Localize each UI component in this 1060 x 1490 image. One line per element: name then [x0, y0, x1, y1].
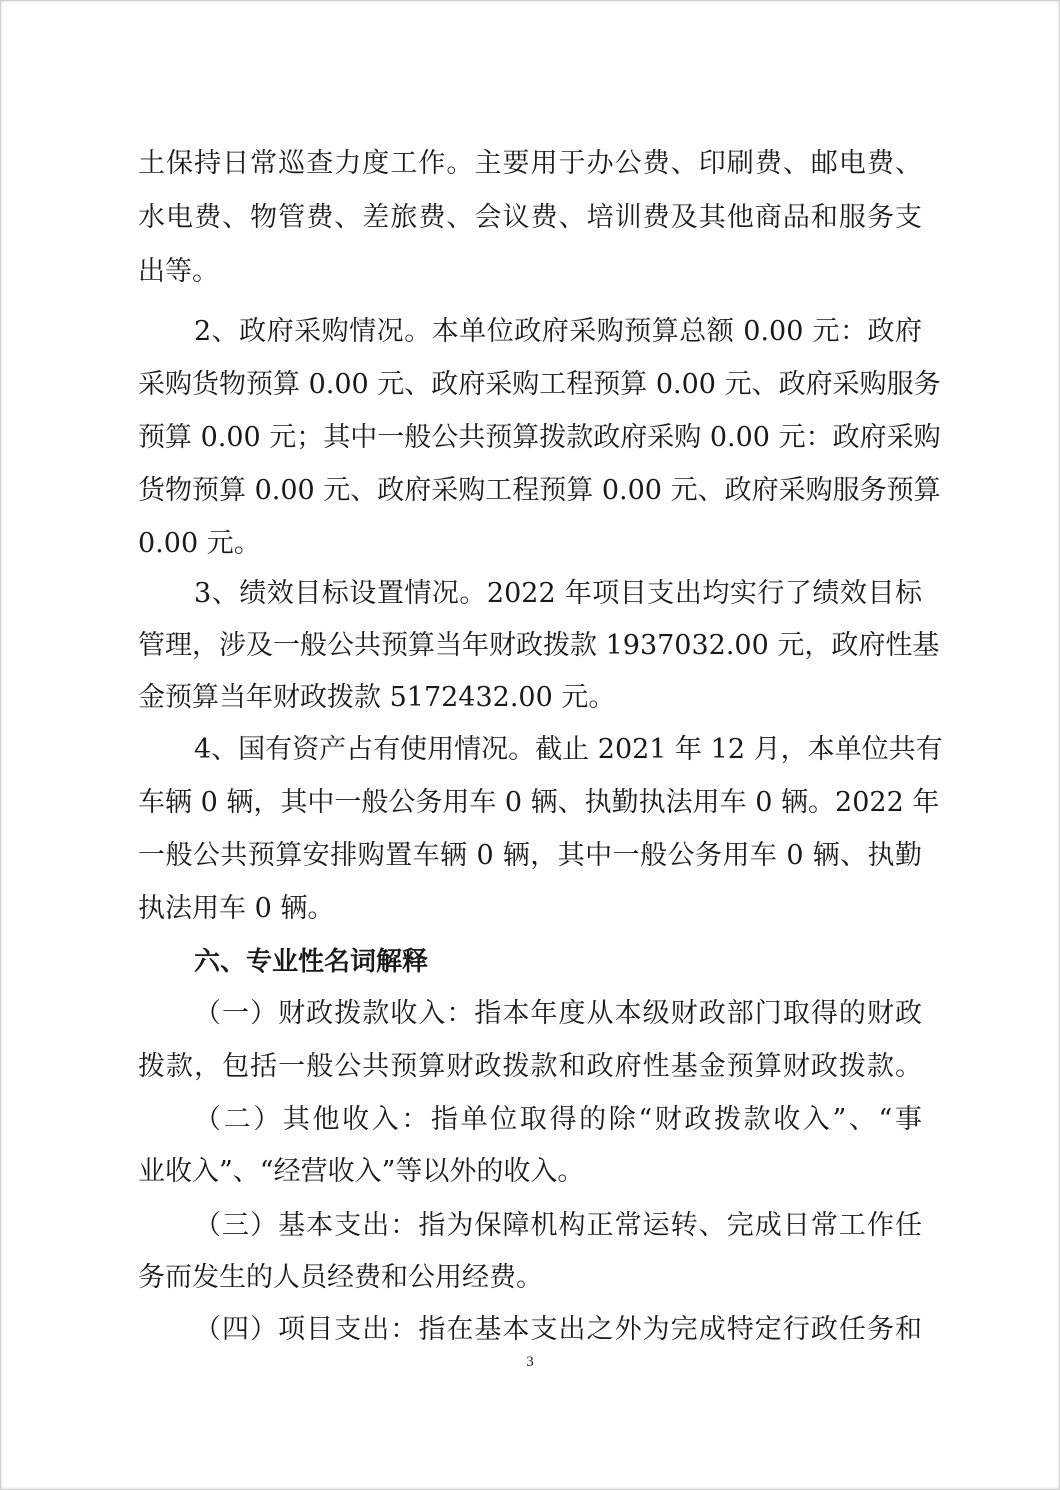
text-line: （四）项目支出：指在基本支出之外为完成特定行政任务和: [194, 1314, 922, 1345]
text-line: 业收入”、“经营收入”等以外的收入。: [138, 1156, 585, 1187]
text-line: 水电费、物管费、差旅费、会议费、培训费及其他商品和服务支: [138, 202, 922, 233]
text-line: （三）基本支出：指为保障机构正常运转、完成日常工作任: [194, 1210, 922, 1241]
text-line: 货物预算 0.00 元、政府采购工程预算 0.00 元、政府采购服务预算: [138, 475, 941, 506]
text-line: （二）其他收入：指单位取得的除“财政拨款收入”、“事: [194, 1104, 922, 1135]
text-line: 0.00 元。: [138, 528, 261, 559]
text-line: 2、政府采购情况。本单位政府采购预算总额 0.00 元：政府: [194, 316, 922, 347]
text-line: 3、绩效目标设置情况。2022 年项目支出均实行了绩效目标: [194, 578, 922, 609]
text-line: 一般公共预算安排购置车辆 0 辆，其中一般公务用车 0 辆、执勤: [138, 840, 922, 871]
text-line: 土保持日常巡查力度工作。主要用于办公费、印刷费、邮电费、: [138, 148, 922, 179]
text-line: 4、国有资产占有使用情况。截止 2021 年 12 月，本单位共有: [194, 734, 943, 765]
text-line: 金预算当年财政拨款 5172432.00 元。: [138, 682, 616, 713]
text-line: 出等。: [138, 256, 219, 287]
text-line: 采购货物预算 0.00 元、政府采购工程预算 0.00 元、政府采购服务: [138, 369, 941, 400]
text-line: 执法用车 0 辆。: [138, 893, 335, 924]
section-heading: 六、专业性名词解释: [194, 947, 429, 977]
text-line: 车辆 0 辆，其中一般公务用车 0 辆、执勤执法用车 0 辆。2022 年: [138, 787, 940, 818]
page-number: 3: [526, 1354, 534, 1370]
text-line: 拨款，包括一般公共预算财政拨款和政府性基金预算财政拨款。: [138, 1051, 922, 1082]
text-line: 管理，涉及一般公共预算当年财政拨款 1937032.00 元，政府性基: [138, 630, 940, 661]
text-line: （一）财政拨款收入：指本年度从本级财政部门取得的财政: [194, 998, 922, 1029]
text-line: 预算 0.00 元；其中一般公共预算拨款政府采购 0.00 元：政府采购: [138, 422, 941, 453]
text-line: 务而发生的人员经费和公用经费。: [138, 1262, 543, 1293]
